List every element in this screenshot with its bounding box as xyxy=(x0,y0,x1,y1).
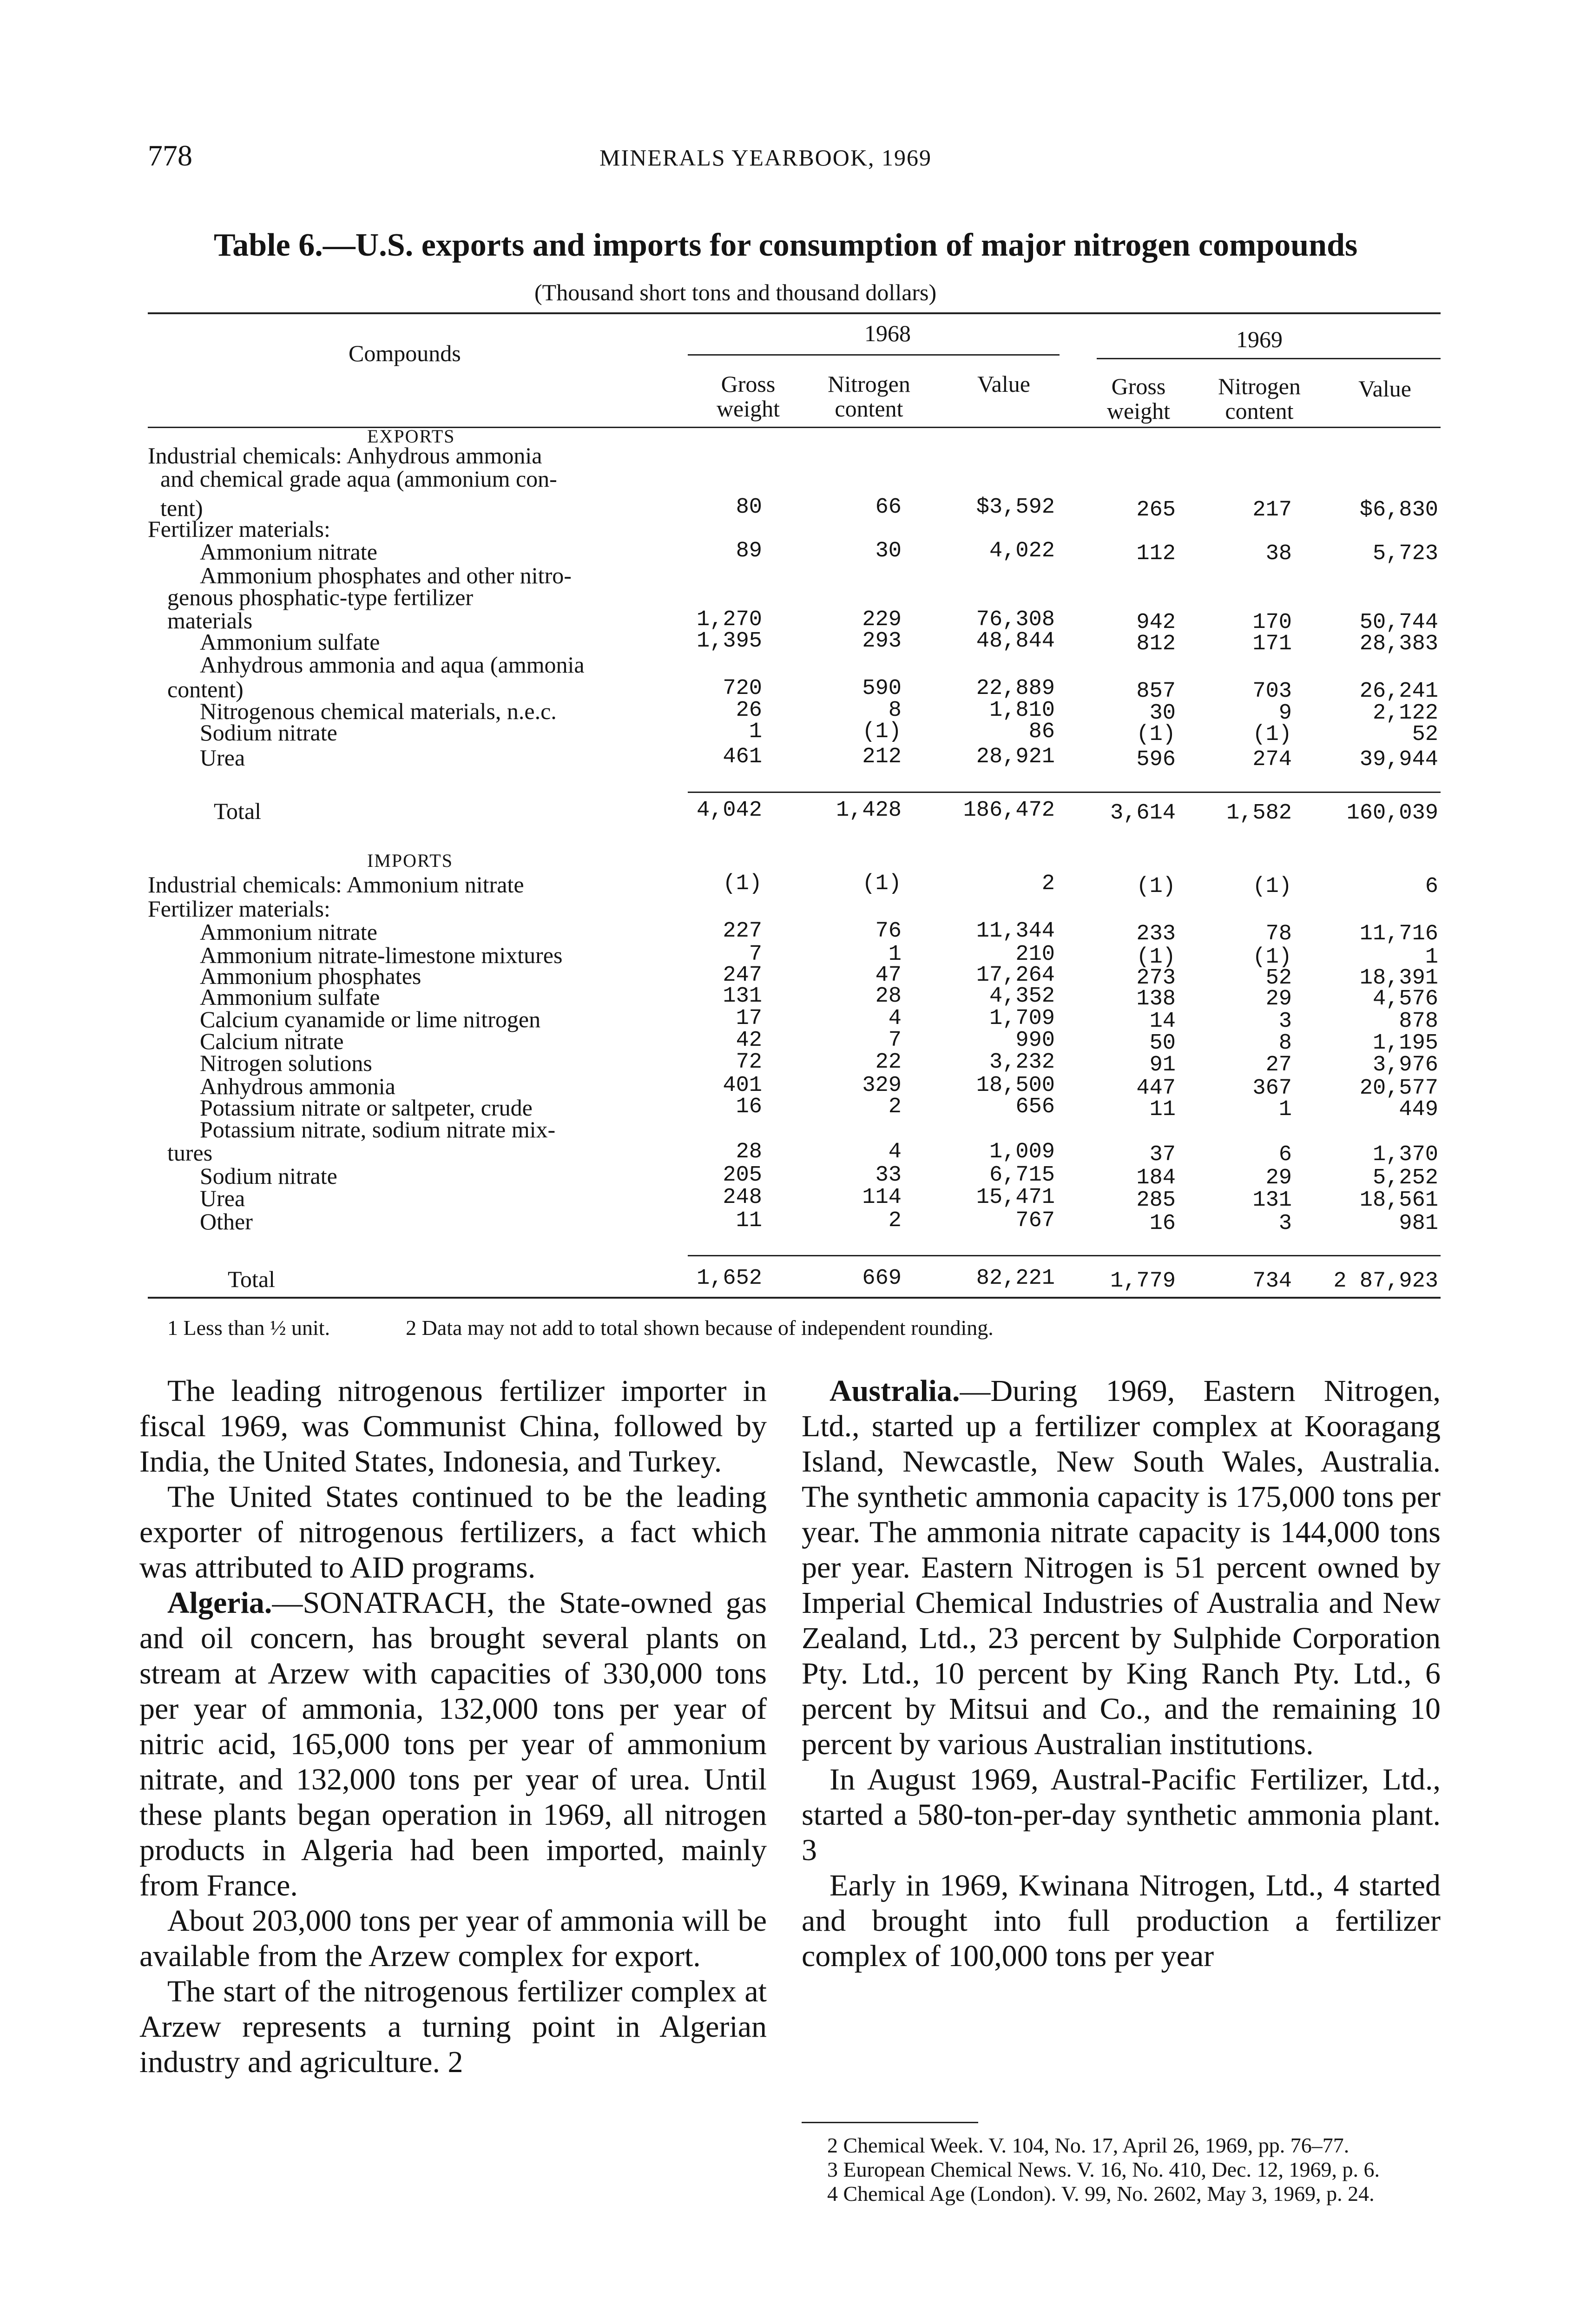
import-row-0-label: Industrial chemicals: Ammonium nitrate xyxy=(148,872,524,898)
right-text-column xyxy=(802,1373,1441,1974)
col-nitrogen-1969: Nitrogen content xyxy=(1218,373,1301,424)
import-row-9-nitrogen-1969: 367 xyxy=(1252,1076,1292,1101)
import-row-1-label: Fertilizer materials: xyxy=(148,896,330,922)
import-row-10-gross-1968: 16 xyxy=(736,1095,762,1119)
paragraph xyxy=(802,1868,1441,1974)
export-row-8-gross-1968: 1,395 xyxy=(696,629,762,654)
import-row-14-nitrogen-1968: 114 xyxy=(862,1185,902,1210)
export-row-13-gross-1968: 461 xyxy=(723,745,762,769)
import-row-0-value-1969: 6 xyxy=(1425,874,1438,899)
import-row-9-value-1969: 20,577 xyxy=(1359,1076,1438,1101)
col-gross-1968: Gross weight xyxy=(716,371,780,422)
import-row-15-nitrogen-1969: 3 xyxy=(1278,1211,1292,1236)
import-row-15-nitrogen-1968: 2 xyxy=(888,1208,902,1233)
export-row-4-nitrogen-1968: 30 xyxy=(875,539,902,563)
export-row-2-nitrogen-1969: 217 xyxy=(1252,498,1292,522)
export-row-13-value-1968: 28,921 xyxy=(976,745,1055,769)
import-row-2-nitrogen-1969: 78 xyxy=(1265,922,1292,946)
export-row-1-label: and chemical grade aqua (ammonium con- xyxy=(160,466,557,492)
table-footnote-2: 2 Data may not add to total shown because of independent rounding. xyxy=(406,1316,994,1340)
import-row-10-label: Potassium nitrate or saltpeter, crude xyxy=(200,1095,533,1121)
paragraph-text: —During 1969, Eastern Nitrogen, Ltd., started up a fertilizer complex at Kooragang Island, Newcastle, New South Wales, Australia. The synthetic ammonia capacity is 175,000 tons per year. The ammonia nitrate capacity is 144,000 tons per year. Eastern Nitrogen is 51 percent owned by Imperial Chemical Industries of Australia and New Zealand, Ltd., 23 percent by Sulphide Corporation Pty. Ltd., 10 percent by King Ranch Pty. Ltd., 6 percent by Mitsui and Co., and the remaining 10 percent by various Australian institutions. xyxy=(802,1374,1441,1761)
import-row-14-nitrogen-1969: 131 xyxy=(1252,1188,1292,1213)
import-row-9-label: Anhydrous ammonia xyxy=(200,1073,395,1099)
export-row-13-gross-1969: 596 xyxy=(1136,747,1176,772)
paragraph-heading: Australia. xyxy=(829,1374,960,1408)
import-row-3-nitrogen-1968: 1 xyxy=(888,942,902,967)
export-row-4-label: Ammonium nitrate xyxy=(200,539,377,565)
table-top-rule xyxy=(148,312,1441,314)
import-row-3-gross-1969: (1) xyxy=(1136,945,1176,970)
table-subcaption: (Thousand short tons and thousand dollars) xyxy=(534,279,937,305)
import-row-6-gross-1968: 17 xyxy=(736,1006,762,1031)
import-row-15-gross-1969: 16 xyxy=(1149,1211,1176,1236)
table-footnotes xyxy=(167,1315,994,1340)
import-row-4-nitrogen-1968: 47 xyxy=(875,963,902,988)
header-bottom-rule xyxy=(148,427,1441,428)
export-row-12-gross-1969: (1) xyxy=(1136,722,1176,747)
import-row-10-value-1969: 449 xyxy=(1399,1097,1438,1122)
import-row-0-nitrogen-1968: (1) xyxy=(862,872,902,896)
import-row-13-gross-1968: 205 xyxy=(723,1163,762,1188)
export-row-10-label: content) xyxy=(167,676,244,702)
import-row-4-gross-1969: 273 xyxy=(1136,966,1176,990)
import-row-8-nitrogen-1968: 22 xyxy=(875,1050,902,1075)
export-row-10-gross-1969: 857 xyxy=(1136,679,1176,704)
compounds-column-header: Compounds xyxy=(349,340,461,366)
import-row-0-nitrogen-1969: (1) xyxy=(1252,874,1292,899)
import-row-5-nitrogen-1968: 28 xyxy=(875,984,902,1009)
page-number: 778 xyxy=(148,139,192,172)
col-nitrogen-1968: Nitrogen content xyxy=(828,371,910,422)
imports-total-gross-1968: 1,652 xyxy=(696,1266,762,1291)
import-row-7-nitrogen-1969: 8 xyxy=(1278,1031,1292,1056)
import-row-9-nitrogen-1968: 329 xyxy=(862,1073,902,1098)
export-row-12-nitrogen-1969: (1) xyxy=(1252,722,1292,747)
footnote-2: 2 Chemical Week. V. 104, No. 17, April 26, 1969, pp. 76–77. xyxy=(827,2133,1349,2157)
import-row-13-value-1968: 6,715 xyxy=(989,1163,1055,1188)
import-row-13-nitrogen-1968: 33 xyxy=(875,1163,902,1188)
exports-total-nitrogen-1968: 1,428 xyxy=(836,798,902,823)
import-row-2-label: Ammonium nitrate xyxy=(200,919,377,945)
imports-total-label: Total xyxy=(228,1266,276,1292)
export-row-13-nitrogen-1968: 212 xyxy=(862,745,902,769)
export-row-12-value-1968: 86 xyxy=(1028,720,1055,744)
import-row-5-value-1968: 4,352 xyxy=(989,984,1055,1009)
imports-total-nitrogen-1968: 669 xyxy=(862,1266,902,1291)
import-row-2-value-1969: 11,716 xyxy=(1359,922,1438,946)
footnote-4: 4 Chemical Age (London). V. 99, No. 2602, May 3, 1969, p. 24. xyxy=(827,2182,1375,2205)
import-row-10-value-1968: 656 xyxy=(1015,1095,1055,1119)
export-row-10-gross-1968: 720 xyxy=(723,676,762,701)
import-row-6-nitrogen-1968: 4 xyxy=(888,1006,902,1031)
paragraph-text: In August 1969, Austral-Pacific Fertilizer, Ltd., started a 580-ton-per-day synthetic ammonia plant. 3 xyxy=(802,1763,1441,1867)
export-row-2-value-1968: $3,592 xyxy=(976,495,1055,520)
paragraph xyxy=(139,1479,767,1585)
imports-total-value-1968: 82,221 xyxy=(976,1266,1055,1291)
col-gross-1969: Gross weight xyxy=(1106,373,1171,424)
col-value-1969: Value xyxy=(1358,376,1411,402)
year-1969-header: 1969 xyxy=(1236,326,1283,352)
export-row-13-nitrogen-1969: 274 xyxy=(1252,747,1292,772)
imports-total-rule xyxy=(688,1255,1441,1256)
export-row-6-label: genous phosphatic-type fertilizer xyxy=(167,584,474,610)
export-row-12-value-1969: 52 xyxy=(1412,722,1438,747)
footnote-separator xyxy=(802,2122,978,2123)
import-row-10-nitrogen-1968: 2 xyxy=(888,1095,902,1119)
page-footnotes xyxy=(809,2133,1438,2206)
running-title: MINERALS YEARBOOK, 1969 xyxy=(599,145,932,171)
paragraph xyxy=(139,1974,767,2080)
table-footnote-1: 1 Less than ½ unit. xyxy=(167,1316,330,1340)
import-row-13-label: Sodium nitrate xyxy=(200,1163,337,1189)
import-row-8-label: Nitrogen solutions xyxy=(200,1050,372,1076)
export-row-10-nitrogen-1969: 703 xyxy=(1252,679,1292,704)
import-row-0-gross-1968: (1) xyxy=(723,872,762,896)
import-row-5-value-1969: 4,576 xyxy=(1372,987,1438,1011)
export-row-5-label: Ammonium phosphates and other nitro- xyxy=(200,562,572,588)
import-row-6-nitrogen-1969: 3 xyxy=(1278,1009,1292,1034)
import-row-12-gross-1969: 37 xyxy=(1149,1142,1176,1167)
export-row-7-label: materials xyxy=(167,607,253,634)
paragraph xyxy=(802,1373,1441,1762)
export-row-4-gross-1968: 89 xyxy=(736,539,762,563)
import-row-2-gross-1968: 227 xyxy=(723,919,762,944)
import-row-15-gross-1968: 11 xyxy=(736,1208,762,1233)
table-bottom-rule xyxy=(148,1297,1441,1299)
paragraph-text: Early in 1969, Kwinana Nitrogen, Ltd., 4 started and brought into full production a fertilizer complex of 100,000 tons per year xyxy=(802,1868,1441,1973)
export-row-4-nitrogen-1969: 38 xyxy=(1265,541,1292,566)
export-row-2-gross-1968: 80 xyxy=(736,495,762,520)
export-row-2-nitrogen-1968: 66 xyxy=(875,495,902,520)
footnote-3: 3 European Chemical News. V. 16, No. 410, Dec. 12, 1969, p. 6. xyxy=(827,2158,1380,2181)
import-row-0-value-1968: 2 xyxy=(1041,872,1055,896)
paragraph xyxy=(802,1762,1441,1868)
export-row-7-value-1968: 76,308 xyxy=(976,607,1055,632)
import-row-11-label: Potassium nitrate, sodium nitrate mix- xyxy=(200,1116,556,1142)
export-row-8-nitrogen-1968: 293 xyxy=(862,629,902,654)
export-row-12-label: Sodium nitrate xyxy=(200,720,337,746)
import-row-3-nitrogen-1969: (1) xyxy=(1252,945,1292,970)
exports-total-rule xyxy=(688,792,1441,793)
import-row-8-nitrogen-1969: 27 xyxy=(1265,1053,1292,1077)
imports-total-nitrogen-1969: 734 xyxy=(1252,1269,1292,1294)
import-row-5-nitrogen-1969: 29 xyxy=(1265,987,1292,1011)
export-row-7-gross-1969: 942 xyxy=(1136,610,1176,635)
export-row-0-label: Industrial chemicals: Anhydrous ammonia xyxy=(148,442,542,469)
export-row-8-label: Ammonium sulfate xyxy=(200,629,380,655)
exports-total-value-1969: 160,039 xyxy=(1346,801,1438,825)
import-row-8-value-1969: 3,976 xyxy=(1372,1053,1438,1077)
import-row-6-gross-1969: 14 xyxy=(1149,1009,1176,1034)
import-row-5-gross-1968: 131 xyxy=(723,984,762,1009)
export-row-4-value-1969: 5,723 xyxy=(1372,541,1438,566)
import-row-9-gross-1969: 447 xyxy=(1136,1076,1176,1101)
year-1968-rule xyxy=(688,354,1060,356)
export-row-8-nitrogen-1969: 171 xyxy=(1252,632,1292,656)
paragraph-text: —SONATRACH, the State-owned gas and oil concern, has brought several plants on stream at Arzew with capacities of 330,000 tons per year of ammonia, 132,000 tons per year of nitric acid, 165,000 tons per year of ammonium nitrate, and 132,000 tons per year of urea. Until these plants began operation in 1969, all nitrogen products in Algeria had been imported, mainly from France. xyxy=(139,1586,767,1902)
export-row-12-nitrogen-1968: (1) xyxy=(862,720,902,744)
import-row-4-value-1968: 17,264 xyxy=(976,963,1055,988)
imports-total-value-1969: 2 87,923 xyxy=(1333,1269,1438,1294)
import-row-12-gross-1968: 28 xyxy=(736,1140,762,1164)
export-row-12-gross-1968: 1 xyxy=(749,720,762,744)
paragraph-text: The leading nitrogenous fertilizer importer in fiscal 1969, was Communist China, followed by India, the United States, Indonesia, and Turkey. xyxy=(139,1374,767,1479)
col-value-1968: Value xyxy=(977,371,1030,397)
export-row-4-value-1968: 4,022 xyxy=(989,539,1055,563)
import-row-8-gross-1968: 72 xyxy=(736,1050,762,1075)
import-row-10-gross-1969: 11 xyxy=(1149,1097,1176,1122)
export-row-7-nitrogen-1969: 170 xyxy=(1252,610,1292,635)
import-row-12-label: tures xyxy=(167,1140,213,1166)
export-row-7-value-1969: 50,744 xyxy=(1359,610,1438,635)
import-row-15-label: Other xyxy=(200,1208,253,1235)
import-row-4-value-1969: 18,391 xyxy=(1359,966,1438,990)
table-caption: Table 6.—U.S. exports and imports for consumption of major nitrogen compounds xyxy=(214,227,1358,263)
exports-total-gross-1969: 3,614 xyxy=(1110,801,1176,825)
exports-total-value-1968: 186,472 xyxy=(963,798,1055,823)
exports-total-label: Total xyxy=(214,798,262,824)
import-row-4-label: Ammonium phosphates xyxy=(200,963,421,989)
import-row-2-nitrogen-1968: 76 xyxy=(875,919,902,944)
year-1968-header: 1968 xyxy=(864,320,911,346)
import-row-13-value-1969: 5,252 xyxy=(1372,1166,1438,1190)
import-row-6-value-1969: 878 xyxy=(1399,1009,1438,1034)
export-row-13-label: Urea xyxy=(200,745,245,771)
import-row-2-gross-1969: 233 xyxy=(1136,922,1176,946)
import-row-6-value-1968: 1,709 xyxy=(989,1006,1055,1031)
import-row-7-gross-1968: 42 xyxy=(736,1028,762,1053)
import-row-14-label: Urea xyxy=(200,1185,245,1211)
import-row-7-nitrogen-1968: 7 xyxy=(888,1028,902,1053)
import-row-6-label: Calcium cyanamide or lime nitrogen xyxy=(200,1006,541,1032)
import-row-10-nitrogen-1969: 1 xyxy=(1278,1097,1292,1122)
export-row-11-value-1969: 2,122 xyxy=(1372,701,1438,726)
export-row-8-gross-1969: 812 xyxy=(1136,632,1176,656)
year-1969-rule xyxy=(1097,358,1441,359)
import-row-4-nitrogen-1969: 52 xyxy=(1265,966,1292,990)
export-row-7-gross-1968: 1,270 xyxy=(696,607,762,632)
export-row-8-value-1968: 48,844 xyxy=(976,629,1055,654)
import-row-5-gross-1969: 138 xyxy=(1136,987,1176,1011)
import-row-15-value-1969: 981 xyxy=(1399,1211,1438,1236)
import-row-3-value-1969: 1 xyxy=(1425,945,1438,970)
export-row-10-value-1968: 22,889 xyxy=(976,676,1055,701)
export-row-2-value-1969: $6,830 xyxy=(1359,498,1438,522)
export-row-11-value-1968: 1,810 xyxy=(989,698,1055,723)
paragraph-text: The start of the nitrogenous fertilizer complex at Arzew represents a turning point in Algerian industry and agriculture. 2 xyxy=(139,1974,767,2079)
import-row-9-value-1968: 18,500 xyxy=(976,1073,1055,1098)
export-row-10-nitrogen-1968: 590 xyxy=(862,676,902,701)
import-row-15-value-1968: 767 xyxy=(1015,1208,1055,1233)
import-row-7-gross-1969: 50 xyxy=(1149,1031,1176,1056)
import-row-3-gross-1968: 7 xyxy=(749,942,762,967)
export-row-2-gross-1969: 265 xyxy=(1136,498,1176,522)
import-row-7-value-1968: 990 xyxy=(1015,1028,1055,1053)
import-row-14-gross-1968: 248 xyxy=(723,1185,762,1210)
import-row-12-nitrogen-1968: 4 xyxy=(888,1140,902,1164)
import-row-12-value-1969: 1,370 xyxy=(1372,1142,1438,1167)
paragraph-heading: Algeria. xyxy=(167,1586,272,1620)
export-row-8-value-1969: 28,383 xyxy=(1359,632,1438,656)
import-row-4-gross-1968: 247 xyxy=(723,963,762,988)
left-text-column xyxy=(139,1373,767,2080)
import-row-5-label: Ammonium sulfate xyxy=(200,984,380,1010)
export-row-11-gross-1969: 30 xyxy=(1149,701,1176,726)
import-row-13-nitrogen-1969: 29 xyxy=(1265,1166,1292,1190)
export-row-11-nitrogen-1968: 8 xyxy=(888,698,902,723)
paragraph xyxy=(139,1903,767,1974)
import-row-14-value-1968: 15,471 xyxy=(976,1185,1055,1210)
export-row-11-nitrogen-1969: 9 xyxy=(1278,701,1292,726)
export-row-2-label: tent) xyxy=(160,495,203,521)
paragraph-text: The United States continued to be the leading exporter of nitrogenous fertilizers, a fact which was attributed to AID programs. xyxy=(139,1480,767,1585)
export-row-9-label: Anhydrous ammonia and aqua (ammonia xyxy=(200,652,585,678)
export-row-4-gross-1969: 112 xyxy=(1136,541,1176,566)
import-row-14-gross-1969: 285 xyxy=(1136,1188,1176,1213)
imports-total-gross-1969: 1,779 xyxy=(1110,1269,1176,1294)
import-row-8-gross-1969: 91 xyxy=(1149,1053,1176,1077)
imports-section-label: IMPORTS xyxy=(367,850,453,871)
import-row-2-value-1968: 11,344 xyxy=(976,919,1055,944)
export-row-11-gross-1968: 26 xyxy=(736,698,762,723)
import-row-9-gross-1968: 401 xyxy=(723,1073,762,1098)
paragraph xyxy=(139,1585,767,1903)
import-row-13-gross-1969: 184 xyxy=(1136,1166,1176,1190)
import-row-8-value-1968: 3,232 xyxy=(989,1050,1055,1075)
export-row-3-label: Fertilizer materials: xyxy=(148,516,330,542)
import-row-0-gross-1969: (1) xyxy=(1136,874,1176,899)
exports-total-gross-1968: 4,042 xyxy=(696,798,762,823)
import-row-3-value-1968: 210 xyxy=(1015,942,1055,967)
export-row-11-label: Nitrogenous chemical materials, n.e.c. xyxy=(200,698,557,724)
import-row-7-label: Calcium nitrate xyxy=(200,1028,344,1054)
import-row-7-value-1969: 1,195 xyxy=(1372,1031,1438,1056)
export-row-7-nitrogen-1968: 229 xyxy=(862,607,902,632)
exports-total-nitrogen-1969: 1,582 xyxy=(1226,801,1292,825)
import-row-12-value-1968: 1,009 xyxy=(989,1140,1055,1164)
import-row-3-label: Ammonium nitrate-limestone mixtures xyxy=(200,942,563,968)
export-row-10-value-1969: 26,241 xyxy=(1359,679,1438,704)
exports-section-label: EXPORTS xyxy=(367,426,455,447)
paragraph-text: About 203,000 tons per year of ammonia will be available from the Arzew complex for export. xyxy=(139,1904,767,1973)
import-row-14-value-1969: 18,561 xyxy=(1359,1188,1438,1213)
export-row-13-value-1969: 39,944 xyxy=(1359,747,1438,772)
paragraph xyxy=(139,1373,767,1479)
import-row-12-nitrogen-1969: 6 xyxy=(1278,1142,1292,1167)
